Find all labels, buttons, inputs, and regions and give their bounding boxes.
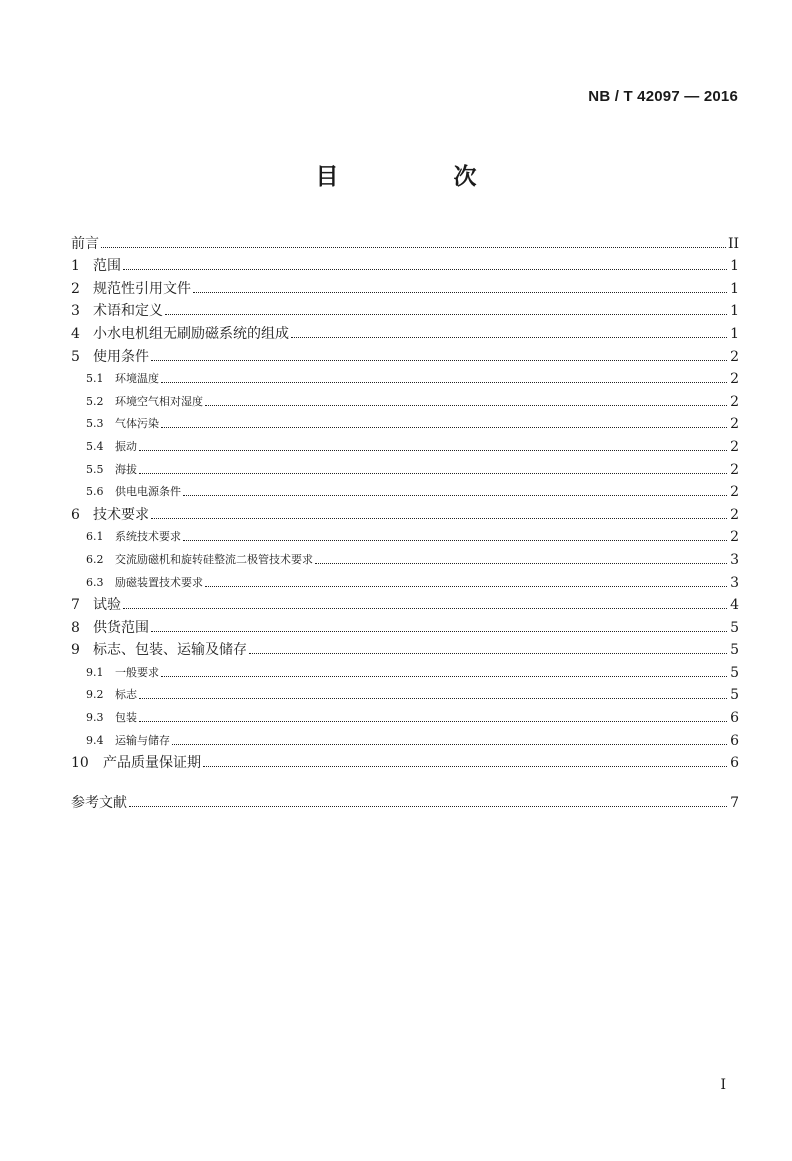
toc-leader (172, 744, 727, 745)
toc-entry-page: 1 (730, 280, 739, 297)
toc-entry-number: 5.3 (86, 417, 104, 431)
toc-entry-number: 5 (71, 348, 80, 365)
toc-entry-page: 2 (730, 393, 739, 410)
toc-entry[interactable] (71, 298, 739, 321)
toc-entry-number: 3 (71, 303, 80, 320)
toc-entry[interactable] (71, 659, 739, 682)
toc-entry-label: 海拔 (115, 462, 137, 476)
toc-entry[interactable] (71, 479, 739, 502)
toc-entry-page: 2 (730, 529, 739, 546)
toc-entry[interactable] (71, 704, 739, 727)
toc-entry-page: 2 (730, 461, 739, 478)
toc-entry-label: 一般要求 (115, 665, 159, 679)
table-of-contents (71, 230, 739, 812)
toc-entry-page: 4 (730, 597, 739, 614)
toc-leader (249, 653, 727, 654)
toc-entry-number: 5.4 (86, 439, 104, 453)
toc-entry-number: 10 (71, 755, 89, 772)
toc-entry-page: 2 (730, 416, 739, 433)
toc-leader (129, 806, 727, 807)
toc-entry-label: 气体污染 (115, 417, 159, 431)
toc-entry-page: 1 (730, 325, 739, 342)
toc-leader (151, 631, 727, 632)
toc-entry-page: 6 (730, 732, 739, 749)
toc-entry[interactable] (71, 275, 739, 298)
toc-leader (151, 360, 727, 361)
toc-leader (139, 698, 727, 699)
toc-leader (203, 766, 727, 767)
toc-entry-label: 环境空气相对湿度 (115, 394, 203, 408)
toc-entry-number: 7 (71, 597, 80, 614)
toc-entry-label: 交流励磁机和旋转硅整流二极管技术要求 (115, 552, 313, 566)
toc-leader (165, 314, 727, 315)
toc-entry-label: 技术要求 (93, 506, 149, 523)
toc-entry-number: 6.3 (86, 575, 104, 589)
toc-leader (161, 427, 727, 428)
toc-leader (123, 608, 727, 609)
toc-entry-page: 5 (730, 619, 739, 636)
toc-entry-number: 9.1 (86, 665, 104, 679)
toc-entry-number: 5.1 (86, 372, 104, 386)
toc-entry[interactable] (71, 546, 739, 569)
toc-leader (161, 382, 727, 383)
toc-entry[interactable] (71, 366, 739, 389)
toc-entry[interactable] (71, 750, 739, 773)
toc-leader (101, 247, 726, 248)
toc-entry-page: 2 (730, 506, 739, 523)
toc-entry[interactable] (71, 682, 739, 705)
toc-entry[interactable] (71, 637, 739, 660)
toc-entry-number: 9 (71, 642, 80, 659)
toc-entry[interactable] (71, 592, 739, 615)
toc-entry-label: 规范性引用文件 (93, 280, 191, 297)
toc-entry-number: 9.2 (86, 688, 104, 702)
toc-entries (71, 230, 739, 772)
toc-entry-label: 包装 (115, 711, 137, 725)
toc-entry[interactable] (71, 727, 739, 750)
toc-entry-page: 2 (730, 371, 739, 388)
toc-entry-label: 范围 (93, 258, 121, 275)
toc-entry[interactable] (71, 524, 739, 547)
toc-entry-page: 6 (730, 755, 739, 772)
toc-entry[interactable] (71, 569, 739, 592)
toc-leader (183, 495, 727, 496)
toc-leader (123, 269, 727, 270)
toc-entry-label: 环境温度 (115, 372, 159, 386)
toc-entry-label: 系统技术要求 (115, 530, 181, 544)
toc-entry-number: 5.2 (86, 394, 104, 408)
toc-entry[interactable] (71, 253, 739, 276)
toc-entry-label: 小水电机组无刷励磁系统的组成 (93, 325, 289, 342)
toc-leader (139, 473, 727, 474)
toc-entry-label: 供电电源条件 (115, 485, 181, 499)
toc-entry-label: 标志、包装、运输及储存 (93, 642, 247, 659)
toc-entry-label: 运输与储存 (115, 733, 170, 747)
toc-entry[interactable] (71, 433, 739, 456)
toc-entry-number: 1 (71, 258, 80, 275)
toc-entry-label: 振动 (115, 439, 137, 453)
toc-leader (139, 450, 727, 451)
toc-entry-page: 7 (730, 794, 739, 811)
toc-entry-page: 1 (730, 303, 739, 320)
footer-page-number: I (720, 1077, 726, 1093)
toc-gap (71, 772, 739, 789)
toc-entry[interactable] (71, 230, 739, 253)
toc-entry-page: II (727, 235, 739, 252)
toc-entry-label: 试验 (93, 597, 121, 614)
toc-entry-number: 4 (71, 325, 80, 342)
toc-entry[interactable] (71, 456, 739, 479)
toc-leader (315, 563, 727, 564)
toc-leader (193, 292, 727, 293)
toc-entry-page: 2 (730, 348, 739, 365)
toc-leader (205, 586, 727, 587)
toc-entry-label: 供货范围 (93, 619, 149, 636)
toc-entry-label: 参考文献 (71, 794, 127, 811)
toc-entry-number: 9.4 (86, 733, 104, 747)
toc-entry-page: 5 (730, 664, 739, 681)
toc-leader (151, 518, 727, 519)
toc-entry-label: 术语和定义 (93, 303, 163, 320)
toc-entry[interactable] (71, 320, 739, 343)
toc-entry-page: 5 (730, 642, 739, 659)
toc-leader (139, 721, 727, 722)
toc-entry[interactable] (71, 614, 739, 637)
toc-leader (205, 405, 727, 406)
toc-entry-label: 产品质量保证期 (103, 755, 201, 772)
toc-entry-page: 2 (730, 484, 739, 501)
toc-entry-references[interactable] (71, 789, 739, 812)
toc-entry-number: 5.6 (86, 485, 104, 499)
toc-entry-label: 励磁装置技术要求 (115, 575, 203, 589)
toc-entry-page: 2 (730, 438, 739, 455)
toc-entry-number: 9.3 (86, 711, 104, 725)
toc-entry-number: 6 (71, 506, 80, 523)
toc-entry-number: 6.2 (86, 552, 104, 566)
toc-entry-number: 8 (71, 619, 80, 636)
toc-entry[interactable] (71, 388, 739, 411)
toc-entry-number: 6.1 (86, 530, 104, 544)
toc-entry-label: 使用条件 (93, 348, 149, 365)
toc-entry-page: 6 (730, 710, 739, 727)
toc-entry-page: 5 (730, 687, 739, 704)
toc-entry[interactable] (71, 343, 739, 366)
toc-entry-label: 前言 (71, 235, 99, 252)
toc-entry[interactable] (71, 501, 739, 524)
toc-entry-page: 3 (730, 574, 739, 591)
standard-number: NB / T 42097 — 2016 (588, 88, 738, 105)
toc-leader (291, 337, 727, 338)
toc-entry[interactable] (71, 411, 739, 434)
toc-leader (183, 540, 727, 541)
toc-entry-label: 标志 (115, 688, 137, 702)
toc-leader (161, 676, 727, 677)
toc-entry-page: 1 (730, 258, 739, 275)
toc-entry-page: 3 (730, 551, 739, 568)
page-title: 目 次 (315, 164, 523, 190)
toc-entry-number: 5.5 (86, 462, 104, 476)
toc-entry-number: 2 (71, 280, 80, 297)
